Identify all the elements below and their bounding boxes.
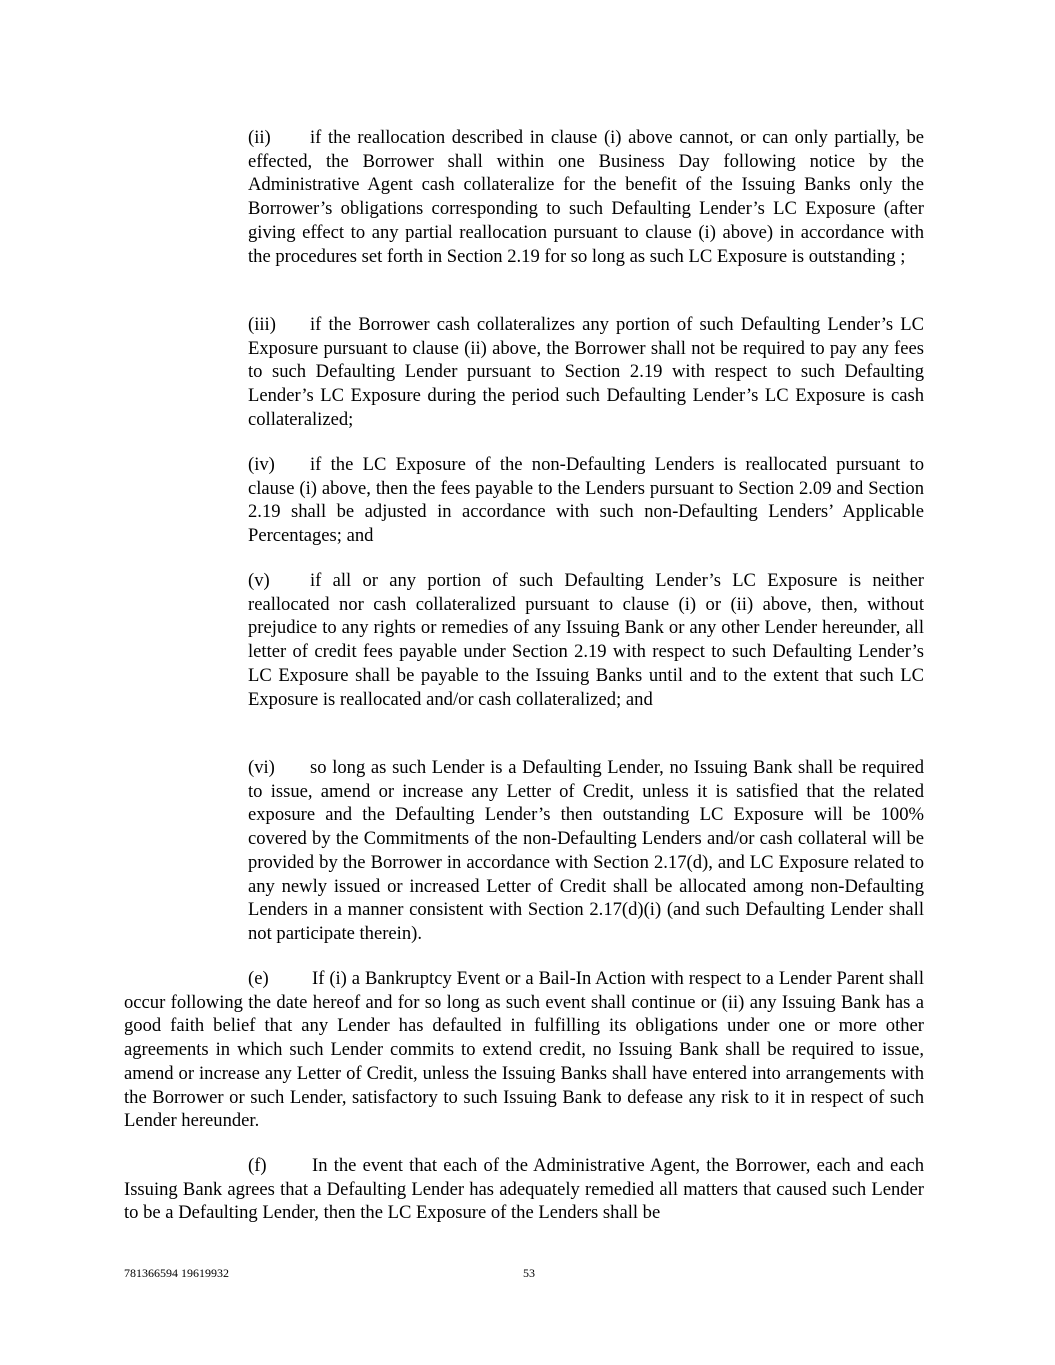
paragraph-e	[124, 967, 924, 1133]
clause-number: (iv)	[248, 454, 275, 475]
paragraph-number: (e)	[248, 968, 269, 989]
clause-number: (vi)	[248, 757, 275, 778]
paragraph-text: In the event that each of the Administrative Agent, the Borrower, each and each Issuing Bank agrees that a Defaulting Lender has adequately remedied all matters that caused such Lender to be a Defaulting Lender, then the LC Exposure of the Lenders shall be	[124, 1155, 924, 1224]
paragraph-number: (f)	[248, 1155, 267, 1176]
clause-number: (v)	[248, 570, 270, 591]
clause-number: (iii)	[248, 314, 276, 335]
clause-text: so long as such Lender is a Defaulting Lender, no Issuing Bank shall be required to issue, amend or increase any Letter of Credit, unless it is satisfied that the related exposure and the Defaulting Lender’s then outstanding LC Exposure will be 100% covered by the Commitments of the non-Defaulting Lenders and/or cash collateral will be provided by the Borrower in accordance with Section 2.17(d), and LC Exposure related to any newly issued or increased Letter of Credit shall be allocated among non-Defaulting Lenders in a manner consistent with Section 2.17(d)(i) (and such Defaulting Lender shall not participate therein).	[248, 757, 924, 944]
footer-page-number: 53	[523, 1266, 535, 1280]
clause-vi	[248, 756, 924, 946]
clause-iv	[248, 453, 924, 548]
clause-number: (ii)	[248, 127, 271, 148]
paragraph-text: If (i) a Bankruptcy Event or a Bail-In Action with respect to a Lender Parent shall occur following the date hereof and for so long as such event shall continue or (ii) any Issuing Bank has a good faith belief that any Lender has defaulted in fulfilling its obligations under one or more other agreements in which such Lender commits to extend credit, no Issuing Bank shall be required to issue, amend or increase any Letter of Credit, unless the Issuing Banks shall have entered into arrangements with the Borrower or such Lender, satisfactory to such Issuing Bank to defease any risk to it in respect of such Lender hereunder.	[124, 968, 924, 1132]
footer-document-id: 781366594 19619932	[124, 1266, 229, 1280]
clause-v	[248, 569, 924, 711]
clause-text: if all or any portion of such Defaulting Lender’s LC Exposure is neither reallocated nor cash collateralized pursuant to clause (i) or (ii) above, then, without prejudice to any rights or remedies of any Issuing Bank or any other Lender hereunder, all letter of credit fees payable under Section 2.19 with respect to such Defaulting Lender’s LC Exposure shall be payable to the Issuing Banks until and to the extent that such LC Exposure is reallocated and/or cash collateralized; and	[248, 570, 924, 710]
clause-text: if the Borrower cash collateralizes any portion of such Defaulting Lender’s LC Exposure pursuant to clause (ii) above, the Borrower shall not be required to pay any fees to such Defaulting Lender pursuant to Section 2.19 with respect to such Defaulting Lender’s LC Exposure during the period such Defaulting Lender’s LC Exposure is cash collateralized;	[248, 314, 924, 430]
paragraph-f	[124, 1154, 924, 1225]
clause-text: if the LC Exposure of the non-Defaulting Lenders is reallocated pursuant to clause (i) above, then the fees payable to the Lenders pursuant to Section 2.09 and Section 2.19 shall be adjusted in accordance with such non-Defaulting Lenders’ Applicable Percentages; and	[248, 454, 924, 547]
clause-iii	[248, 313, 924, 432]
clause-ii	[248, 126, 924, 268]
clause-text: if the reallocation described in clause (i) above cannot, or can only partially, be effected, the Borrower shall within one Business Day following notice by the Administrative Agent cash collateralize for the benefit of the Issuing Banks only the Borrower’s obligations corresponding to such Defaulting Lender’s LC Exposure (after giving effect to any partial reallocation pursuant to clause (i) above) in accordance with the procedures set forth in Section 2.19 for so long as such LC Exposure is outstanding ;	[248, 127, 924, 267]
